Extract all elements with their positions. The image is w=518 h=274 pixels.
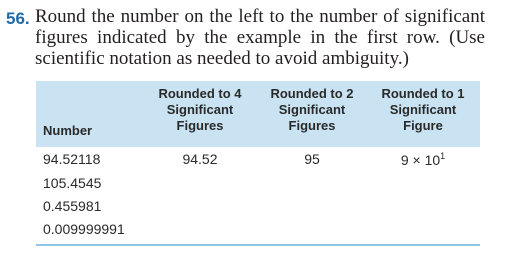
problem-text: Round the number on the left to the number of significant figures indicated by the example in the first row. (Use scientific notation as needed to avoid ambiguity.) [35,6,485,69]
table-body [36,147,480,243]
header-rounded-2-line-1: Rounded to 2 [270,86,354,101]
header-rounded-4 [149,86,251,134]
cell-number: 105.4545 [43,175,102,191]
table-row [36,147,480,169]
header-rounded-1-line-2: Significant [389,102,457,117]
header-rounded-4-line-2: Significant [166,102,234,117]
table-row [36,194,480,216]
header-number: Number [43,123,93,138]
problem-number: 56. [6,9,30,28]
sig-fig-table [36,81,480,243]
cell-number: 0.009999991 [43,221,125,237]
table-bottom-rule [36,244,480,246]
header-rounded-1 [372,86,474,134]
cell-number: 94.52118 [43,151,101,167]
cell-rounded-1 [372,151,474,168]
cell-rounded-4: 94.52 [182,151,218,167]
header-rounded-2-line-2: Significant [278,102,346,117]
cell-rounded-2: 95 [304,151,320,167]
header-rounded-2 [259,86,365,134]
header-rounded-1-line-3: Figure [403,118,443,133]
header-rounded-4-line-1: Rounded to 4 [158,86,242,101]
header-rounded-1-line-1: Rounded to 1 [381,86,465,101]
table-row [36,171,480,193]
header-rounded-4-line-3: Figures [176,118,224,133]
table-row [36,217,480,239]
table-header [36,81,480,147]
cell-rounded-1-exponent: 1 [440,151,446,161]
header-rounded-2-line-3: Figures [288,118,336,133]
cell-number: 0.455981 [43,198,102,214]
cell-rounded-1-mantissa: 9 × 10 [400,152,441,168]
